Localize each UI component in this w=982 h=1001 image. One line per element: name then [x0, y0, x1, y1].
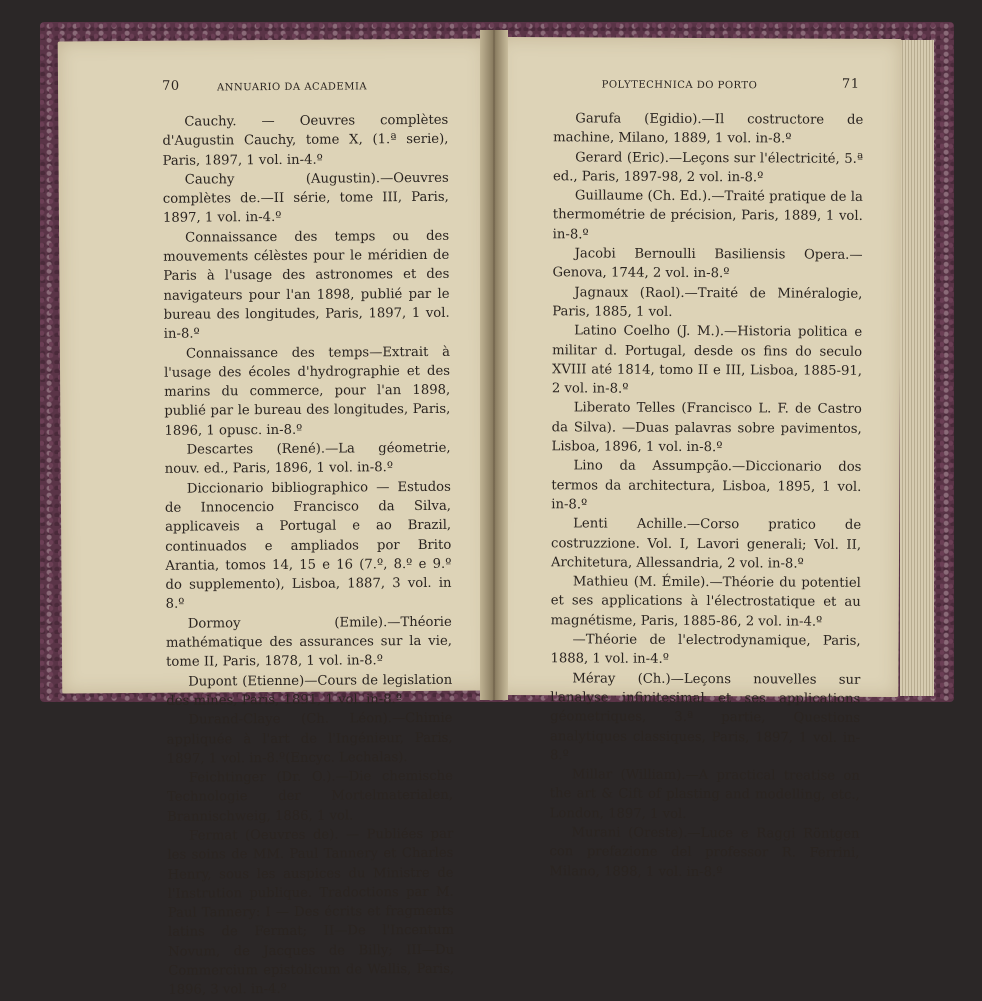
bibliography-entry: Lino da Assumpção.—Diccionario dos termos da architectura, Lisboa, 1895, 1 vol. in-8.º	[551, 458, 862, 513]
bibliography-entry: Durand-Claye (Ch. Léon).—Chimie appliquée à l'art de l'Ingénieur, Paris, 1897, 1 vol. in-8.º(Encyc. Lechalas).	[166, 710, 453, 767]
left-page	[58, 39, 491, 999]
bibliography-entry: Fermat (Oeuvres de). — Publiées par les soins de MM. Paul Tannery et Charles Henry, sous les auspices du Ministre de l'Instrution publique. Tradoctions par M. Paul Tannery: I — Des écrits et fragments latins de Fermat; II—De l'Incentum Novum, de Jacques de Billy; III—Du Commercium epistolicum de Wallis, Paris, 1896, 3 vol. in-4.º	[167, 826, 455, 999]
bibliography-entry: Lenti Achille.—Corso pratico de costruzzione. Vol. I, Lavori generali; Vol. II, Architetura, Allessandria, 2 vol. in-8.º	[550, 516, 862, 572]
bibliography-entry: Connaissance des temps ou des mouvements célèstes pour le méridien de Paris à l'usage des astronomes et des navigateurs pour l'an 1898, publié par le bureau des longitudes, Paris, 1897, 1 vol. in-8.º	[163, 228, 450, 343]
bibliography-entry: Guillaume (Ch. Ed.).—Traité pratique de la thermométrie de précision, Paris, 1889, 1 vol. in-8.º	[552, 188, 863, 243]
left-header	[58, 79, 486, 100]
bibliography-entry: Latino Coelho (J. M.).—Historia politica e militar d. Portugal, desde os fins do seculo XVIII até 1814, tomo II e III, Lisboa, 1885-91, 2 vol. in-8.º	[551, 323, 863, 397]
bibliography-entry: Jagnaux (Raol).—Traité de Minéralogie, Paris, 1885, 1 vol.	[552, 285, 863, 320]
bibliography-entry: —Théorie de l'electrodynamique, Paris, 1888, 1 vol. in-4.º	[550, 632, 861, 668]
bibliography-entry: Gerard (Eric).—Leçons sur l'électricité, 5.ª ed., Paris, 1897-98, 2 vol. in-8.º	[552, 149, 864, 186]
left-page-number: 70	[161, 78, 180, 94]
bibliography-entry: Méray (Ch.)—Leçons nouvelles sur l'analyse infinitesimal et ses applications géometriques, 3.ª partie, Questions analytiques classiques, Paris, 1897, 1 vol. in-8.º	[549, 670, 861, 764]
bibliography-entry: Millar (William).—A practical treatise on the art & Cift of plasting and modelling, etc., London, 1897, 1 vol.	[549, 767, 860, 822]
right-page-number: 71	[841, 76, 860, 92]
bibliography-entry: Dormoy (Emile).—Théorie mathématique des assurances sur la vie, tome II, Paris, 1878, 1 vol. in-8.º	[165, 614, 452, 671]
bibliography-entry: Diccionario bibliographico — Estudos de Innocencio Francisco da Silva, applicaveis a Portugal e ao Brazil, continuados e ampliados por Brito Arantia, tomos 14, 15 e 16 (7.º, 8.º e 9.º do supplemento), Lisboa, 1887, 3 vol. in 8.º	[164, 479, 452, 613]
bibliography-entry: Cauchy. — Oeuvres complètes d'Augustin Cauchy, tome X, (1.ª serie), Paris, 1897, 1 vol. in-4.º	[162, 112, 449, 169]
bibliography-entry: Mathieu (M. Émile).—Théorie du potentiel et ses applications à l'électrostatique et au magnétisme, Paris, 1885-86, 2 vol. in-4.º	[550, 574, 861, 630]
bibliography-entry: Descartes (René).—La géometrie, nouv. ed., Paris, 1896, 1 vol. in-8.º	[164, 440, 451, 478]
bibliography-entry: Murani (Oreste).—Luce e Raggi Röntgen con prefazione del professor R. Ferrini, Milano, 1898, 1 vol. in-8.º	[549, 825, 860, 880]
right-page-text	[493, 109, 901, 883]
bibliography-entry: Connaissance des temps—Extrait à l'usage des écoles d'hydrographie et des marins du commerce, pour l'an 1898, publié par le bureau des longitudes, Paris, 1896, 1 opusc. in-8.º	[163, 344, 451, 439]
right-running-head: POLYTECHNICA DO PORTO	[601, 79, 758, 92]
right-page	[494, 37, 901, 880]
bibliography-entry: Cauchy (Augustin).—Oeuvres complètes de.—II série, tome III, Paris, 1897, 1 vol. in-4.º	[162, 170, 449, 227]
bibliography-entry: Jacobi Bernoulli Basiliensis Opera.—Genova, 1744, 2 vol. in-8.º	[552, 246, 863, 282]
book-gutter	[480, 30, 508, 700]
bibliography-entry: Dupont (Etienne)—Cours de legislation des mines, Paris, 1891, 1 vol. in-8.º	[166, 672, 453, 709]
bibliography-entry: Garufa (Egidio).—Il costructore de machine, Milano, 1889, 1 vol. in-8.º	[553, 111, 864, 147]
left-running-head: ANNUARIO DA ACADEMIA	[216, 81, 368, 94]
bibliography-entry: Liberato Telles (Francisco L. F. de Castro da Silva). —Duas palavras sobre pavimentos, Lisboa, 1896, 1 vol. in-8.º	[551, 400, 862, 456]
left-page-text	[58, 111, 492, 1001]
bibliography-entry: Feichtinger (Dr. O.).—Die chemische Technologie der Mortelmaterialen, Brannischweig, 1886, 1 vol.	[166, 768, 454, 825]
page-edges	[900, 40, 934, 696]
right-header	[497, 77, 901, 97]
